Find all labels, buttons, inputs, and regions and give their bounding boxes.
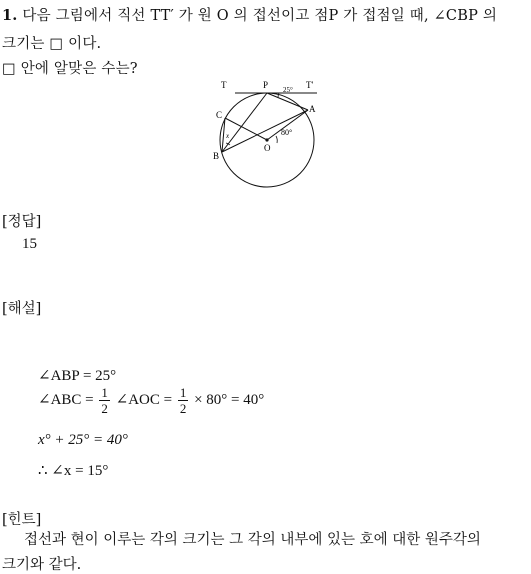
label-c: C — [216, 110, 223, 120]
label-b: B — [213, 151, 220, 161]
hint-header: [힌트] — [2, 512, 42, 528]
equation-1: ∠ABP = 25° — [38, 368, 117, 384]
label-p: P — [263, 80, 269, 90]
fraction-2-numerator: 1 — [179, 385, 187, 400]
eq2-mid: ∠AOC = — [115, 392, 173, 408]
equation-2 — [38, 386, 264, 415]
center-dot — [265, 138, 268, 141]
explanation-header: [해설] — [2, 301, 42, 317]
eq2-right: × 80° = 40° — [194, 392, 265, 408]
label-angle-25: 25° — [283, 86, 293, 94]
label-angle-80: 80° — [281, 128, 293, 137]
eq2-left: ∠ABC = — [38, 392, 94, 408]
label-x: x — [226, 132, 230, 140]
question-line-1 — [2, 4, 497, 25]
hint-line-1: 접선과 현이 이루는 각의 크기는 그 각의 내부에 있는 호에 대한 원주각의 — [24, 532, 481, 548]
label-a: A — [309, 104, 316, 114]
angle-arc-80 — [276, 136, 277, 143]
label-o: O — [264, 143, 271, 153]
label-t-prime: T′ — [306, 80, 314, 90]
fraction-1-numerator: 1 — [101, 385, 108, 400]
chord-pa — [267, 93, 308, 110]
fraction-1-denominator: 2 — [101, 401, 108, 416]
fraction-half-2 — [178, 386, 189, 415]
equation-3: x° + 25° = 40° — [38, 432, 128, 448]
fraction-2-denominator: 2 — [179, 401, 187, 416]
equation-4: ∴ ∠x = 15° — [38, 463, 109, 479]
chord-bp — [222, 93, 267, 152]
geometry-figure — [205, 75, 335, 190]
question-text-1: 다음 그림에서 직선 TT′ 가 원 O 의 접선이고 점P 가 접점일 때, ∠CBP 의 — [22, 8, 498, 24]
answer-value: 15 — [22, 236, 37, 252]
hint-line-2: 크기와 같다. — [2, 557, 82, 573]
question-number: 1. — [2, 7, 18, 24]
label-t: T — [221, 80, 227, 90]
question-line-3: □ 안에 알맞은 수는? — [2, 61, 138, 77]
fraction-half-1 — [99, 386, 110, 415]
question-line-2: 크기는 □ 이다. — [2, 36, 102, 52]
answer-header: [정답] — [2, 214, 42, 230]
